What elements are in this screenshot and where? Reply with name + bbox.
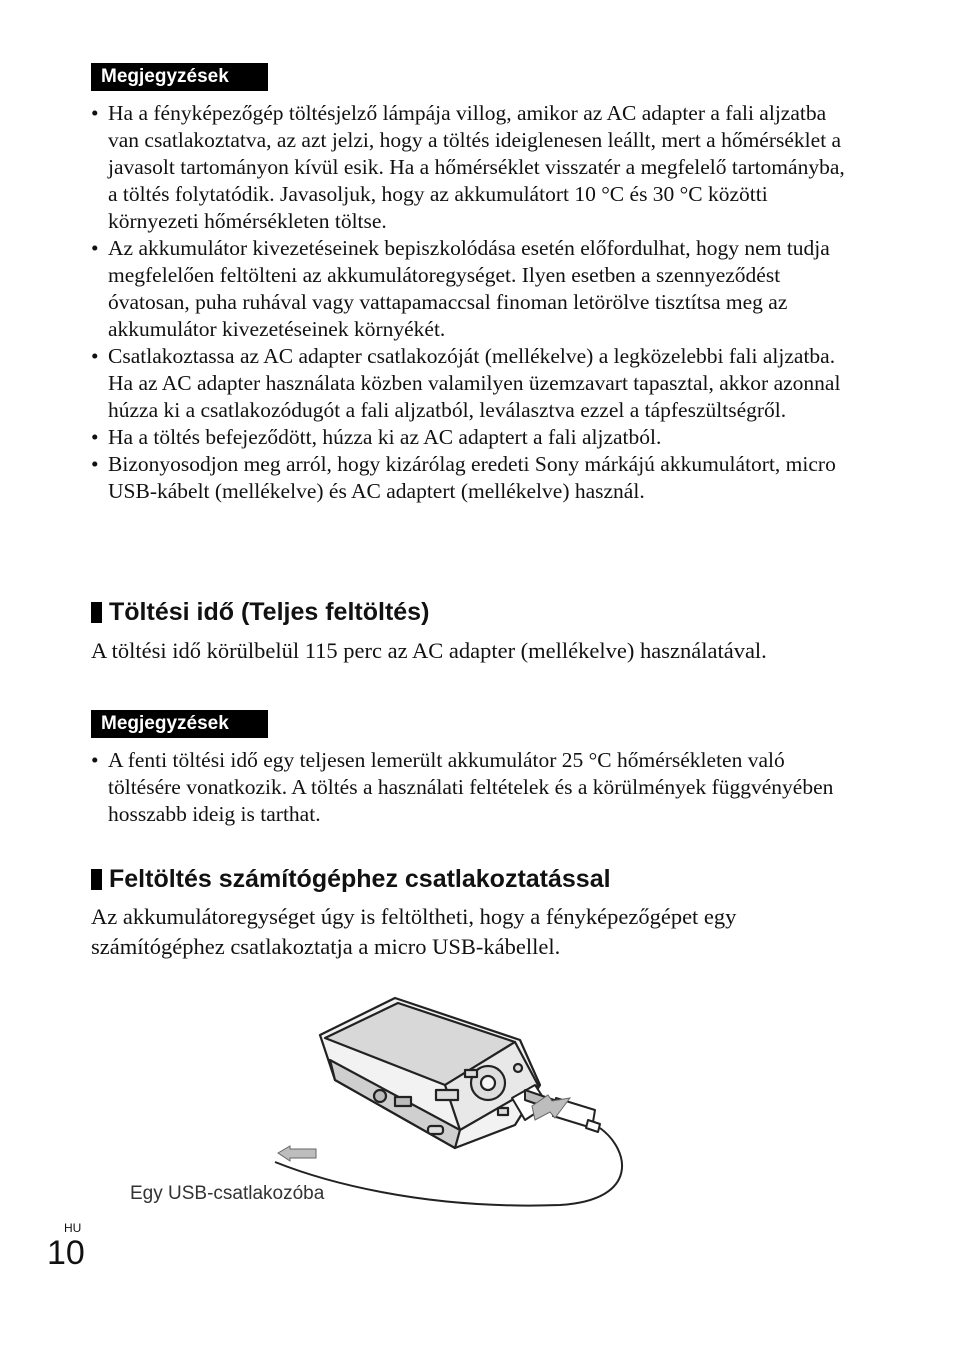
- section-title: Feltöltés számítógéphez csatlakoztatással: [109, 865, 611, 893]
- section-heading-computer-charging: [91, 864, 611, 894]
- notes-badge: Megjegyzések: [91, 710, 268, 738]
- page-number: 10: [47, 1234, 85, 1272]
- notes-list: [91, 100, 851, 505]
- list-item: • Bizonyosodjon meg arról, hogy kizárólag eredeti Sony márkájú akkumulátort, micro USB-kábelt (mellékelve) és AC adaptert (mellékelve) használ.: [91, 451, 851, 505]
- notes-badge: Megjegyzések: [91, 63, 268, 91]
- section-body: Az akkumulátoregységet úgy is feltöltheti, hogy a fényképezőgépet egy számítógéphez csatlakoztatja a micro USB-kábellel.: [91, 904, 737, 959]
- list-item: • Csatlakoztassa az AC adapter csatlakozóját (mellékelve) a legközelebbi fali aljzatba. Ha az AC adapter használata közben valamilyen üzemzavart tapasztal, akkor azonnal húzza ki a csatlakozódugót a fali aljzatból, leválasztva ezzel a tápfeszültségről.: [91, 343, 851, 424]
- section-title: Töltési idő (Teljes feltöltés): [109, 598, 430, 626]
- section-marker-icon: [91, 602, 102, 623]
- list-item: • Az akkumulátor kivezetéseinek bepiszkolódása esetén előfordulhat, hogy nem tudja megfelelően feltölteni az akkumulátoregységet. Ilyen esetben a szennyeződést óvatosan, puha ruhával vagy vattapamaccsal finoman letörölve tisztítsa meg az akkumulátor kivezetéseinek környékét.: [91, 235, 851, 343]
- list-item: • A fenti töltési idő egy teljesen lemerült akkumulátor 25 °C hőmérsékleten való töltésére vonatkozik. A töltés a használati feltételek és a körülmények függvényében hosszabb ideig is tarthat.: [91, 747, 851, 828]
- section-marker-icon: [91, 869, 102, 890]
- language-code: HU: [64, 1221, 82, 1235]
- figure-caption: Egy USB-csatlakozóba: [130, 1183, 325, 1204]
- camera-icon: [320, 998, 540, 1148]
- notes-list: [91, 747, 851, 828]
- list-item: • Ha a fényképezőgép töltésjelző lámpája villog, amikor az AC adapter a fali aljzatba van csatlakoztatva, az azt jelzi, hogy a töltés ideiglenesen leállt, mert a hőmérséklet a javasolt tartományon kívül esik. Ha a hőmérséklet visszatér a megfelelő tartományba, a töltés folytatódik. Javasoljuk, hogy az akkumulátort 10 °C és 30 °C közötti környezeti hőmérsékleten töltse.: [91, 100, 851, 235]
- list-item: • Ha a töltés befejeződött, húzza ki az AC adaptert a fali aljzatból.: [91, 424, 851, 451]
- section-heading-charging-time: [91, 597, 429, 627]
- section-body: A töltési idő körülbelül 115 perc az AC adapter (mellékelve) használatával.: [91, 638, 767, 663]
- direction-arrow-icon: [278, 1146, 316, 1161]
